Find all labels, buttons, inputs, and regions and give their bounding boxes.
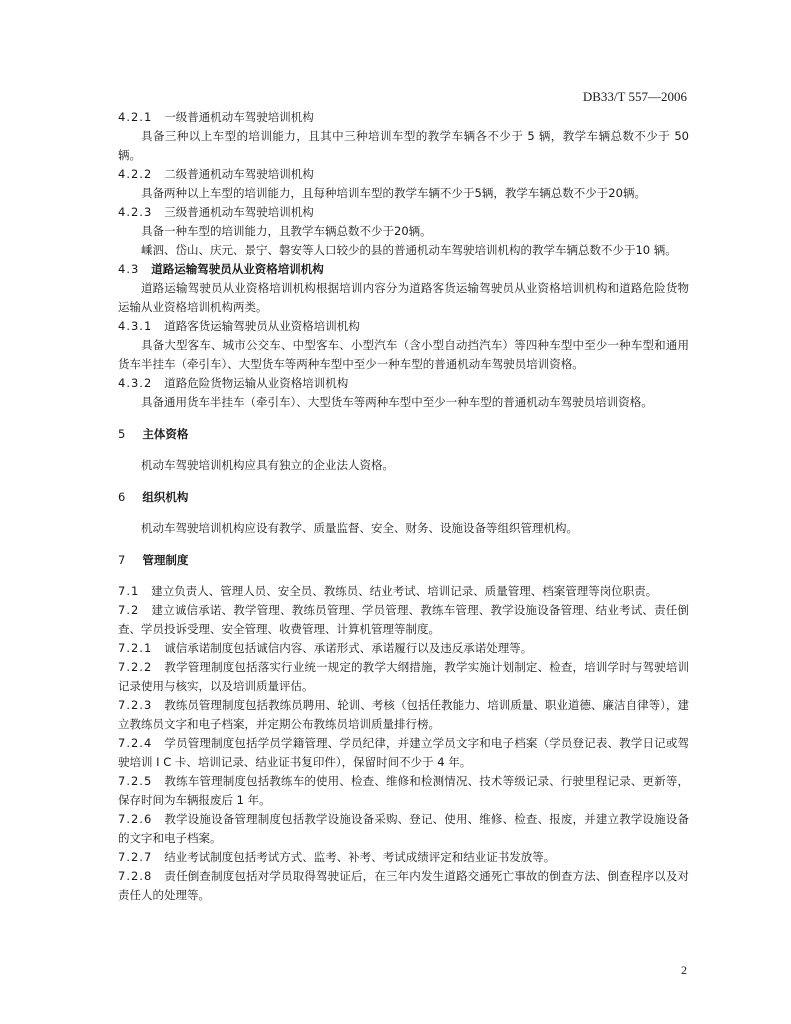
clause-7-2-4: 7.2.4 学员管理制度包括学员学籍管理、学员纪律，并建立学员文字和电子档案（学员登记表、教学日记或驾驶培训 I C 卡、培训记录、结业证书复印件），保留时间不少于 4 年。 bbox=[118, 736, 689, 769]
page-number: 2 bbox=[681, 963, 687, 977]
section-6-heading: 6 组织机构 bbox=[118, 490, 189, 504]
clause-4-2-2-heading: 4.2.2 二级普通机动车驾驶培训机构 bbox=[118, 167, 314, 181]
clause-4-2-1-heading: 4.2.1 一级普通机动车驾驶培训机构 bbox=[118, 110, 314, 124]
clause-4-3-1-text: 具备大型客车、城市公交车、中型客车、小型汽车（含小型自动挡汽车）等四种车型中至少一种车型和通用货车半挂车（牵引车）、大型货车等两种车型中至少一种车型的普通机动车驾驶员培训资格。 bbox=[118, 338, 689, 371]
clause-4-2-3-heading: 4.2.3 三级普通机动车驾驶培训机构 bbox=[118, 205, 314, 219]
clause-4-3-text: 道路运输驾驶员从业资格培训机构根据培训内容分为道路客货运输驾驶员从业资格培训机构和道路危险货物运输从业资格培训机构两类。 bbox=[118, 281, 689, 314]
clause-4-3-2-heading: 4.3.2 道路危险货物运输从业资格培训机构 bbox=[118, 376, 349, 390]
document-body bbox=[118, 108, 689, 905]
clause-4-2-3-text: 具备一种车型的培训能力，且教学车辆总数不少于20辆。 bbox=[141, 224, 432, 238]
clause-7-2-3: 7.2.3 教练员管理制度包括教练员聘用、轮训、考核（包括任教能力、培训质量、职业道德、廉洁自律等），建立教练员文字和电子档案，并定期公布教练员培训质量排行榜。 bbox=[118, 698, 689, 731]
clause-7-2-7: 7.2.7 结业考试制度包括考试方式、监考、补考、考试成绩评定和结业证书发放等。 bbox=[118, 850, 556, 864]
section-5-text: 机动车驾驶培训机构应具有独立的企业法人资格。 bbox=[141, 458, 394, 472]
clause-7-1: 7.1 建立负责人、管理人员、安全员、教练员、结业考试、培训记录、质量管理、档案管理等岗位职责。 bbox=[118, 584, 658, 598]
clause-4-3-2-text: 具备通用货车半挂车（牵引车）、大型货车等两种车型中至少一种车型的普通机动车驾驶员培训资格。 bbox=[141, 395, 653, 409]
document-code: DB33/T 557—2006 bbox=[582, 89, 687, 104]
clause-7-2-5: 7.2.5 教练车管理制度包括教练车的使用、检查、维修和检测情况、技术等级记录、行驶里程记录、更新等，保存时间为车辆报废后 1 年。 bbox=[118, 774, 689, 807]
clause-7-2-2: 7.2.2 教学管理制度包括落实行业统一规定的教学大纲措施，教学实施计划制定、检查，培训学时与驾驶培训记录使用与核实，以及培训质量评估。 bbox=[118, 660, 689, 693]
clause-7-2: 7.2 建立诚信承诺、教学管理、教练员管理、学员管理、教练车管理、教学设施设备管理、结业考试、责任倒查、学员投诉受理、安全管理、收费管理、计算机管理等制度。 bbox=[118, 603, 689, 636]
clause-4-3-1-heading: 4.3.1 道路客货运输驾驶员从业资格培训机构 bbox=[118, 319, 360, 333]
clause-7-2-8: 7.2.8 责任倒查制度包括对学员取得驾驶证后，在三年内发生道路交通死亡事故的倒查方法、倒查程序以及对责任人的处理等。 bbox=[118, 869, 689, 902]
clause-4-2-1-text: 具备三种以上车型的培训能力，且其中三种培训车型的教学车辆各不少于 5 辆，教学车辆总数不少于 50 辆。 bbox=[118, 129, 689, 162]
clause-7-2-6: 7.2.6 教学设施设备管理制度包括教学设施设备采购、登记、使用、维修、检查、报废，并建立教学设施设备的文字和电子档案。 bbox=[118, 812, 689, 845]
clause-4-2-3-note: 嵊泗、岱山、庆元、景宁、磐安等人口较少的县的普通机动车驾驶培训机构的教学车辆总数不少于10 辆。 bbox=[141, 243, 677, 257]
section-7-heading: 7 管理制度 bbox=[118, 553, 189, 567]
section-6-text: 机动车驾驶培训机构应设有教学、质量监督、安全、财务、设施设备等组织管理机构。 bbox=[141, 521, 578, 535]
clause-7-2-1: 7.2.1 诚信承诺制度包括诚信内容、承诺形式、承诺履行以及违反承诺处理等。 bbox=[118, 641, 533, 655]
clause-4-3-heading: 4.3 道路运输驾驶员从业资格培训机构 bbox=[118, 262, 324, 276]
clause-4-2-2-text: 具备两种以上车型的培训能力，且每种培训车型的教学车辆不少于5辆，教学车辆总数不少于20辆。 bbox=[141, 186, 646, 200]
section-5-heading: 5 主体资格 bbox=[118, 427, 189, 441]
